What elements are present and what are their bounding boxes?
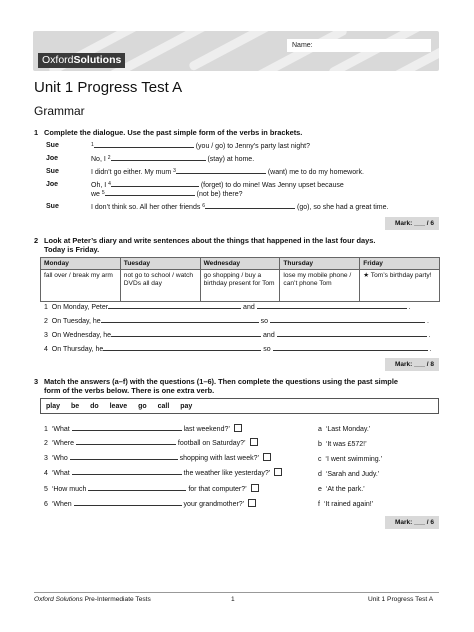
q3-blank[interactable] <box>72 468 182 475</box>
page-title: Unit 1 Progress Test A <box>34 79 183 96</box>
section-heading: Grammar <box>34 104 85 118</box>
q1-line-5: we $^5$ (not be) there? <box>91 190 243 198</box>
q3-blank[interactable] <box>88 484 186 491</box>
q3-instruction-line2: form of the verbs below. There is one extra verb. <box>44 386 215 395</box>
q1-speaker: Sue <box>46 168 59 175</box>
answer-checkbox[interactable] <box>251 484 259 492</box>
q3-blank[interactable] <box>72 424 182 431</box>
answer-checkbox[interactable] <box>274 468 282 476</box>
q2-blank[interactable] <box>270 316 425 323</box>
diary-day-thursday: Thursday <box>280 258 360 270</box>
diary-day-monday: Monday <box>41 258 121 270</box>
diary-day-friday: Friday <box>360 258 440 270</box>
q1-line-1: $^1$ (you / go) to Jenny’s party last night? <box>91 142 310 150</box>
q1-speaker: Sue <box>46 203 59 210</box>
q1-speaker: Joe <box>46 155 59 162</box>
answer-checkbox[interactable] <box>248 499 256 507</box>
q2-instruction-line2: Today is Friday. <box>44 245 100 254</box>
diary-day-tuesday: Tuesday <box>120 258 200 270</box>
diary-entry: fall over / break my arm <box>41 270 121 302</box>
q1-speaker: Sue <box>46 142 59 149</box>
q2-blank[interactable] <box>103 344 261 351</box>
q2-mark-box: Mark: ___ / 8 <box>385 358 439 371</box>
q1-blank-5[interactable] <box>105 189 195 196</box>
answer-checkbox[interactable] <box>263 453 271 461</box>
footer-divider <box>34 592 439 593</box>
q1-blank-6[interactable] <box>205 202 295 209</box>
q1-line-4: Oh, I $^4$ (forget) to do mine! Was Jenny upset because <box>91 181 344 189</box>
answer-checkbox[interactable] <box>234 424 242 432</box>
q3-question-1: 1 ‘What last weekend?’ <box>44 424 242 434</box>
q2-sentence-2: 2 On Tuesday, he so . <box>44 318 429 325</box>
q3-answer-a: a ‘Last Monday.’ <box>318 426 371 433</box>
verb: leave <box>109 403 128 410</box>
name-label: Name: <box>292 42 313 49</box>
verb: do <box>90 403 99 410</box>
q2-blank[interactable] <box>111 330 261 337</box>
diary-entry: go shopping / buy a birthday present for Tom <box>200 270 280 302</box>
q1-blank-4[interactable] <box>111 180 199 187</box>
q1-blank-2[interactable] <box>111 154 206 161</box>
footer-left: Oxford Solutions Pre-Intermediate Tests <box>34 596 151 603</box>
verb: play <box>46 403 61 410</box>
verb: pay <box>180 403 193 410</box>
q3-answer-f: f ‘It rained again!’ <box>318 501 374 508</box>
q1-speaker: Joe <box>46 181 59 188</box>
student-name-field[interactable] <box>287 39 431 52</box>
diary-entry-row <box>41 270 440 302</box>
q2-blank[interactable] <box>101 316 259 323</box>
verb: be <box>70 403 80 410</box>
verb: go <box>138 403 147 410</box>
diary-entry: lose my mobile phone / can’t phone Tom <box>280 270 360 302</box>
q3-question-6: 6 ‘When your grandmother?’ <box>44 499 256 509</box>
q2-sentence-1: 1 On Monday, Peter and . <box>44 304 411 311</box>
q2-blank[interactable] <box>108 302 241 309</box>
q1-mark-box: Mark: ___ / 6 <box>385 217 439 230</box>
q3-answer-e: e ‘At the park.’ <box>318 486 365 493</box>
q3-blank[interactable] <box>70 453 178 460</box>
q3-answer-b: b ‘It was £572!’ <box>318 441 367 448</box>
q1-blank-3[interactable] <box>176 167 266 174</box>
q2-instruction: 2 Look at Peter’s diary and write sentences about the things that happened in the last four days. <box>34 236 376 245</box>
q2-blank[interactable] <box>257 302 407 309</box>
diary-entry: not go to school / watch DVDs all day <box>120 270 200 302</box>
diary-table <box>40 257 440 302</box>
q3-mark-box: Mark: ___ / 6 <box>385 516 439 529</box>
q3-question-5: 5 ‘How much for that computer?’ <box>44 484 259 494</box>
q3-question-3: 3 ‘Who shopping with last week?’ <box>44 453 271 463</box>
verb: call <box>157 403 170 410</box>
q2-sentence-4: 4 On Thursday, he so . <box>44 346 432 353</box>
diary-header-row <box>41 258 440 270</box>
q2-sentence-3: 3 On Wednesday, he and . <box>44 332 431 339</box>
q3-instruction: 3 Match the answers (a–f) with the questions (1–6). Then complete the questions using the past simple <box>34 377 398 386</box>
q3-answer-c: c ‘I went swimming.’ <box>318 456 383 463</box>
q1-line-3: I didn’t go either. My mum $^3$ (want) me to do my homework. <box>91 168 364 176</box>
q2-blank[interactable] <box>277 330 427 337</box>
footer-right: Unit 1 Progress Test A <box>368 596 434 603</box>
footer-page-number: 1 <box>231 596 235 603</box>
q3-blank[interactable] <box>76 438 176 445</box>
q1-instruction: 1 Complete the dialogue. Use the past simple form of the verbs in brackets. <box>34 128 303 137</box>
verb-box <box>40 398 439 414</box>
q2-blank[interactable] <box>273 344 428 351</box>
q3-question-2: 2 ‘Where football on Saturday?’ <box>44 438 258 448</box>
q1-line-2: No, I $^2$ (stay) at home. <box>91 155 255 163</box>
q3-blank[interactable] <box>74 499 182 506</box>
q3-answer-d: d ‘Sarah and Judy.’ <box>318 471 380 478</box>
q1-line-6: I don’t think so. All her other friends $^6$ (go), so she had a great time. <box>91 203 389 211</box>
diary-day-wednesday: Wednesday <box>200 258 280 270</box>
answer-checkbox[interactable] <box>250 438 258 446</box>
q3-question-4: 4 ‘What the weather like yesterday?’ <box>44 468 282 478</box>
brand-logo: OxfordSolutions <box>38 53 125 68</box>
diary-entry: ★ Tom’s birthday party! <box>360 270 440 302</box>
q1-blank-1[interactable] <box>94 141 194 148</box>
